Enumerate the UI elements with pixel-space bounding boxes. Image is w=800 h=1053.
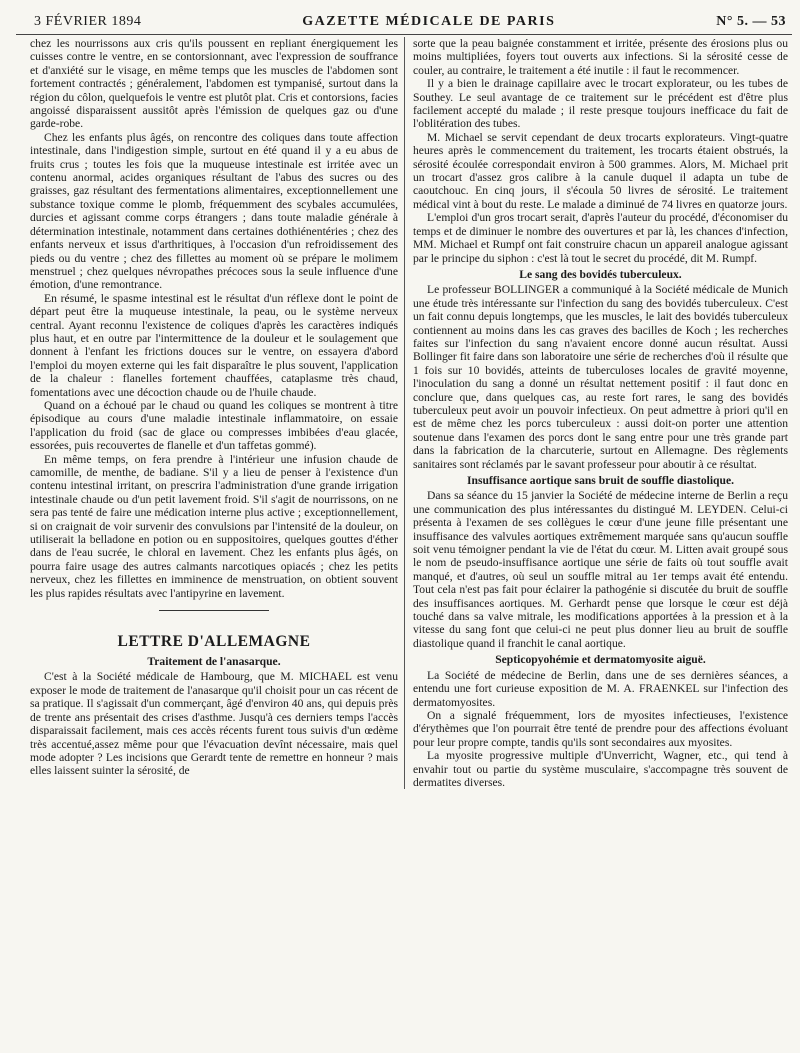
paragraph: Quand on a échoué par le chaud ou quand les coliques se montrent à titre épisodique au cours d'une maladie intestinale inflammatoire, on essaie l'application du froid (sac de glace ou compresses imbibées d'eau glacée, essorées, puis recouvertes de flanelle et d'un taffetas gommé). — [30, 398, 398, 453]
paragraph: L'emploi d'un gros trocart serait, d'après l'auteur du procédé, d'économiser du temps et de diminuer le nombre des ouvertures et par là, les chances d'infection, MM. Michael et Rumpf ont fait construire chacun un appareil analogue agissant par le principe du siphon : c'est là tout le secret du procédé, dit M. Rumpf. — [413, 211, 788, 265]
paragraph: Le professeur BOLLINGER a communiqué à la Société médicale de Munich une étude très intéressante sur l'infection du sang des bovidés tuberculeux. C'est un fait connu depuis longtemps, que les muscles, le lait des bovidés tuberculeux contiennent au moins dans les cas graves des bacilles de Koch ; les recherches faites sur l'infection du sang n'avaient encore donné aucun résultat. Aussi Bollinger fit faire dans son laboratoire une série de recherches d'où il résulte que 1 fois sur 10 bovidés, atteints de tuberculoses locales de gravité moyenne, l'inoculation du sang a donné un résultat nettement positif : il faut donc en conclure que, dans quelques cas, au reste fort rares, le sang des bovidés tuberculeux peut avoir un pouvoir infectieux. On peut admettre à priori qu'il en est de même chez les porcs tuberculeux : aussi doit-on porter une attention soutenue dans l'examen des porcs dont le sang entre pour une très grande part dans la fabrication de la charcuterie, surtout en Allemagne. Des règlements sanitaires sont réclamés par le savant professeur pour aboutir à ce résultat. — [413, 283, 788, 471]
paragraph: En même temps, on fera prendre à l'intérieur une infusion chaude de camomille, de menthe, de badiane. S'il y a lieu de penser à l'existence d'un contenu intestinal irritant, on prescrira l'administration d'une grande irrigation intestinale chaude ou d'un petit lavement froid. S'il s'agit de nourrissons, on ne sera pas tenté de faire une médication interne plus active ; exceptionnellement, si on craignait de voir survenir des convulsions par l'intensité de la douleur, on utiliserait la belladone en potion ou en suppositoires, quelques gouttes d'éther dans de l'eau sucrée, le chloral en lavement. Chez les enfants plus âgés, on pourra faire usage des autres calmants narcotiques opiacés ; chez les petits nerveux, chez les fillettes en imminence de menstruation, on obtient souvent les plus rapides résultats avec l'antipyrine en lavement. — [30, 452, 398, 600]
paragraph: La Société de médecine de Berlin, dans une de ses dernières séances, a entendu une fort curieuse exposition de M. A. FRAENKEL sur l'infection des dermatomyosites. — [413, 668, 788, 709]
paragraph: chez les nourrissons aux cris qu'ils poussent en repliant énergiquement les cuisses contre le ventre, en se contorsionnant, avec l'expression de souffrance et d'anxiété sur le visage, en même temps que les muscles de l'abdomen sont fortement contractés ; généralement, l'abdomen est tympanisé, surtout dans la région du côlon, quelquefois le ventre est plutôt plat. Cris et contorsions, facies angoissé disparaissent aussitôt après l'émission de quelques gaz ou d'une garde-robe. — [30, 37, 398, 131]
paragraph: En résumé, le spasme intestinal est le résultat d'un réflexe dont le point de départ peut être la muqueuse intestinale, la peau, ou le système nerveux central. Ayant reconnu l'existence de coliques d'après les caractères indiqués plus haut, et en outre par l'intermittence de la douleur et le soulagement que donnent à l'enfant les frictions douces sur le ventre, on essayera d'abord l'emploi du moyen externe qui les fait disparaître le plus souvent, l'application de la chaleur : flanelles fortement chauffées, cataplasme très chaud, fomentations avec une décoction chaude ou de l'huile chaude. — [30, 291, 398, 399]
subsection-title: Insuffisance aortique sans bruit de souffle diastolique. — [466, 474, 734, 487]
paragraph: Chez les enfants plus âgés, on rencontre des coliques dans toute affection intestinale, dans l'indigestion simple, surtout en été quand il y a eu abus de fruits crus ; toutes les fois que la muqueuse intestinale est irritée avec un contenu anormal, acides organiques résultant de l'abus des sucres ou des graisses, gaz résultant des fermentations alimentaires, exceptionnellement une substance toxique comme le plomb, fréquemment des scybales accumulées, durcies et agissant comme corps étrangers ; dans toute maladie générale à détermination intestinale, notamment dans certaines dothiénentéries ; chez des enfants nerveux et issus d'arthritiques, à l'occasion d'un refroidissement des pieds ou du ventre ; chez des fillettes au moment où se prépare le molimem menstruel ; chez quelques névropathes précoces sous la seule influence d'une émotion, d'une remontrance. — [30, 130, 398, 292]
article-columns — [16, 37, 792, 789]
page-header — [16, 14, 792, 35]
paragraph: M. Michael se servit cependant de deux trocarts explorateurs. Vingt-quatre heures après le commencement du traitement, les trocarts étaient obstrués, la sérosité écoulée correspondait environ à 500 grammes. Alors, M. Michael prit un trocart d'assez gros calibre à la canule duquel il adapta un tube de caoutchouc. En cinq jours, il s'écoula 50 livres de sérosité. Le traitement médical vint à bout du reste. Le malade a diminué de 74 livres en quatorze jours. — [413, 130, 788, 211]
section-title: LETTRE D'ALLEMAGNE — [117, 633, 311, 651]
subsection-title: Le sang des bovidés tuberculeux. — [519, 267, 682, 281]
paragraph: Dans sa séance du 15 janvier la Société de médecine interne de Berlin a reçu une communication des plus intéressantes du distingué M. LEYDEN. Celui-ci présenta à l'examen de ses collègues le cœur d'une jeune fille présentant une insuffisance des valvules aortiques extrêmement marquée sans qu'aucun souffle soit venu témoigner pendant la vie de l'état du cœur. M. Litten avait groupé sous le nom de pseudo-insuffisance aortique une série de faits où tout souffle avait manqué, et d'autres, où seul un souffle mitral au 1er temps avait été entendu. Tout cela n'est pas fait pour éclairer la pathogénie si discutée du bruit de souffle des insuffisances aortiques. M. Gerhardt pense que lorsque le cœur est déjà touché dans sa valve mitrale, les modifications apportées à la pression et à la vitesse du sang font que celui-ci ne peut plus donner lieu au bruit de souffle diastolique quand il franchit le canal aortique. — [413, 489, 788, 650]
paragraph: On a signalé fréquemment, lors de myosites infectieuses, l'existence d'érythèmes que l'on pourrait être tenté de prendre pour des affections évoluant pour leur propre compte, tandis qu'ils sont secondaires aux myosites. — [413, 708, 788, 749]
paragraph: Il y a bien le drainage capillaire avec le trocart explorateur, ou les tubes de Southey. Le seul avantage de ce traitement sur le précédent est d'être plus facilement accepté du malade ; il reste presque toujours inefficace du fait de l'oblitération des tubes. — [413, 77, 788, 131]
header-title: GAZETTE MÉDICALE DE PARIS — [302, 14, 556, 29]
left-column — [16, 37, 404, 789]
subsection-title: Septicopyohémie et dermatomyosite aiguë. — [495, 653, 706, 667]
right-column — [404, 37, 792, 789]
paragraph: La myosite progressive multiple d'Unverricht, Wagner, etc., qui tend à envahir tout ou partie du système musculaire, s'accompagne très souvent de dermatites diverses. — [413, 749, 788, 789]
header-page-number: N° 5. — 53 — [716, 14, 786, 29]
paragraph: sorte que la peau baignée constamment et irritée, présente des érosions plus ou moins multipliées, foyers tout ouverts aux infections. Si la sérosité cesse de couler, au contraire, le traitement a été inutile : il faut le recommencer. — [413, 37, 788, 77]
section-separator — [159, 610, 269, 611]
header-date: 3 FÉVRIER 1894 — [34, 14, 142, 29]
subsection-title: Traitement de l'anasarque. — [147, 655, 281, 669]
paragraph: C'est à la Société médicale de Hambourg, que M. MICHAEL est venu exposer le mode de traitement de l'anasarque qu'il choisit pour un cas récent de sa pratique. Il s'agissait d'un commerçant, âgé d'environ 40 ans, qui depuis près de trente ans présentait des crises d'asthme. Jusqu'à ces derniers temps l'accès disparaissait facilement, mais ces accès récents furent tous suivis d'un œdème très accentué,assez même pour que l'évacuation devînt nécessaire, mais quel mode adopter ? Les incisions que Gerardt tente de remettre en honneur ? mais elles laissent suinter la sérosité, de — [30, 670, 398, 778]
